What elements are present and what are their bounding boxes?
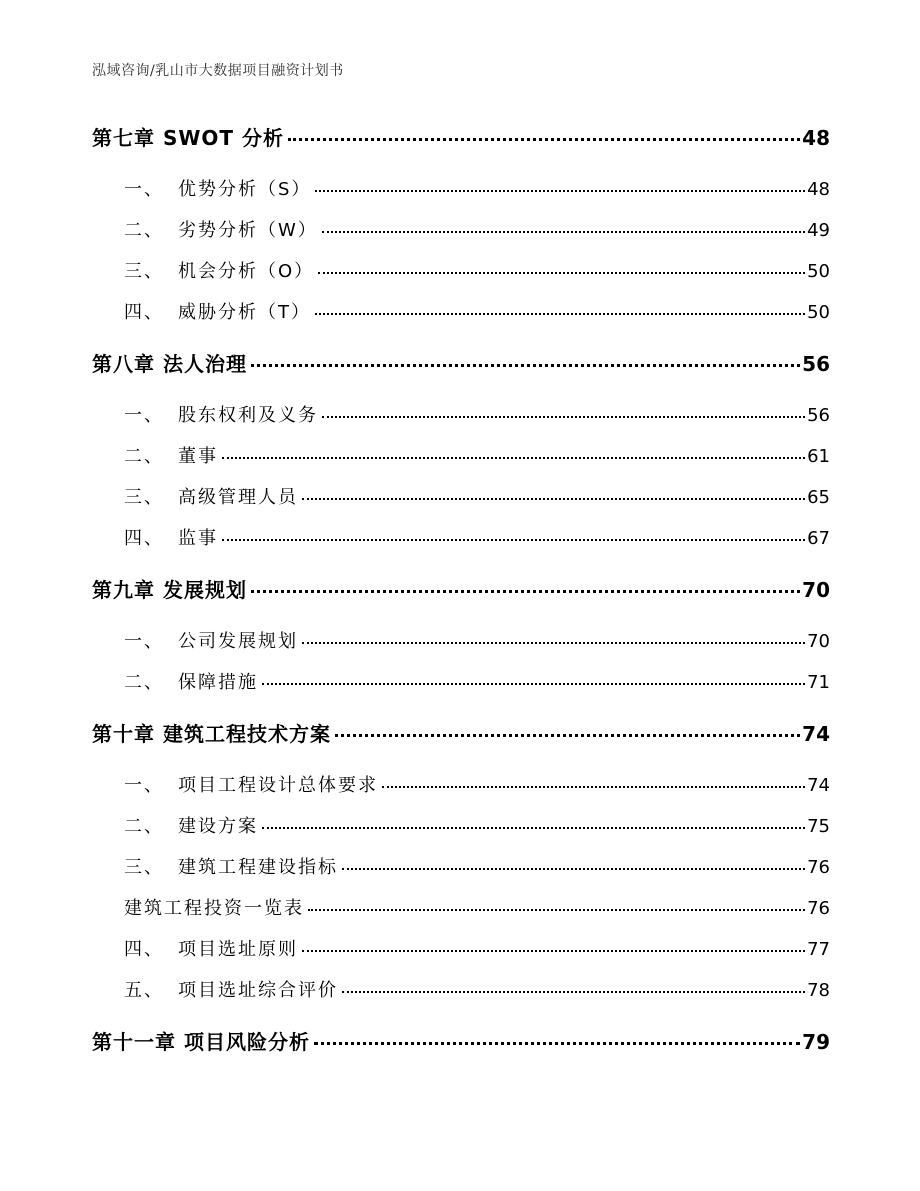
dot-leader <box>222 526 805 544</box>
toc-chapter-title: 第十章 建筑工程技术方案 <box>92 722 331 746</box>
toc-section-number: 一、 <box>124 631 164 652</box>
dot-leader <box>222 444 805 462</box>
toc-chapter-10[interactable] <box>92 718 830 747</box>
dot-leader <box>314 1029 800 1049</box>
running-header: 泓域咨询/乳山市大数据项目融资计划书 <box>92 63 344 79</box>
toc-chapter-9[interactable] <box>92 574 830 603</box>
dot-leader <box>322 218 805 236</box>
toc-section[interactable] <box>92 216 830 242</box>
toc-section[interactable] <box>92 668 830 694</box>
toc-page-number: 75 <box>807 816 830 837</box>
toc-page-number: 67 <box>807 528 830 549</box>
toc-section-number: 三、 <box>124 487 164 508</box>
toc-chapter-title: 第七章 SWOT 分析 <box>92 126 285 150</box>
toc-page-number: 70 <box>807 631 830 652</box>
toc-section-number: 三、 <box>124 857 164 878</box>
toc-section[interactable] <box>92 175 830 201</box>
toc-page-number: 50 <box>807 261 830 282</box>
toc-section-title: 公司发展规划 <box>178 631 298 652</box>
dot-leader <box>302 937 805 955</box>
dot-leader <box>342 978 805 996</box>
toc-section-title: 威胁分析（T） <box>178 302 311 323</box>
toc-section[interactable] <box>92 524 830 550</box>
toc-page-number: 79 <box>802 1030 830 1054</box>
toc-section-title: 监事 <box>178 528 218 549</box>
dot-leader <box>322 403 805 421</box>
toc-page-number: 74 <box>802 722 830 746</box>
toc-section[interactable] <box>92 627 830 653</box>
toc-page-number: 48 <box>802 126 830 150</box>
header-rule <box>92 86 828 87</box>
toc-page-number: 71 <box>807 672 830 693</box>
toc-page-number: 56 <box>802 352 830 376</box>
toc-section-number: 一、 <box>124 179 164 200</box>
dot-leader <box>288 125 800 145</box>
toc-section-title: 机会分析（O） <box>178 261 315 282</box>
dot-leader <box>318 259 805 277</box>
toc-page-number: 70 <box>802 578 830 602</box>
toc-page-number: 48 <box>807 179 830 200</box>
toc-section-number: 二、 <box>124 220 164 241</box>
toc-section-title: 股东权利及义务 <box>178 405 318 426</box>
toc-section-title: 项目选址原则 <box>178 939 298 960</box>
toc-page-number: 76 <box>807 898 830 919</box>
dot-leader <box>342 855 805 873</box>
toc-section[interactable] <box>92 401 830 427</box>
dot-leader <box>251 351 800 371</box>
toc-section[interactable] <box>92 483 830 509</box>
toc-section-title: 项目选址综合评价 <box>178 980 338 1001</box>
toc-section-title: 建设方案 <box>178 816 258 837</box>
dot-leader <box>382 773 805 791</box>
toc-section[interactable] <box>92 257 830 283</box>
dot-leader <box>262 670 805 688</box>
toc-section-title: 高级管理人员 <box>178 487 298 508</box>
dot-leader <box>302 485 805 503</box>
toc-section-title: 项目工程设计总体要求 <box>178 775 378 796</box>
toc-page-number: 76 <box>807 857 830 878</box>
dot-leader <box>262 814 805 832</box>
dot-leader <box>315 177 805 195</box>
toc-section-title: 董事 <box>178 446 218 467</box>
toc-section[interactable] <box>92 935 830 961</box>
toc-chapter-title: 第九章 发展规划 <box>92 578 247 602</box>
toc-page-number: 56 <box>807 405 830 426</box>
dot-leader <box>251 577 800 597</box>
toc-table-entry[interactable] <box>92 894 830 920</box>
toc-section-title: 建筑工程建设指标 <box>178 857 338 878</box>
toc-chapter-8[interactable] <box>92 348 830 377</box>
dot-leader <box>315 300 805 318</box>
toc-page-number: 61 <box>807 446 830 467</box>
toc-section-number: 二、 <box>124 672 164 693</box>
toc-section-number: 一、 <box>124 405 164 426</box>
dot-leader <box>308 896 805 914</box>
toc-page-number: 78 <box>807 980 830 1001</box>
toc-chapter-title: 第八章 法人治理 <box>92 352 247 376</box>
toc-section[interactable] <box>92 771 830 797</box>
toc-chapter-title: 第十一章 项目风险分析 <box>92 1030 310 1054</box>
toc-section-title: 优势分析（S） <box>178 179 312 200</box>
toc-section-number: 二、 <box>124 446 164 467</box>
toc-page-number: 74 <box>807 775 830 796</box>
toc-section[interactable] <box>92 298 830 324</box>
toc-section[interactable] <box>92 442 830 468</box>
toc-section[interactable] <box>92 976 830 1002</box>
toc-page-number: 77 <box>807 939 830 960</box>
toc-section-number: 三、 <box>124 261 164 282</box>
toc-chapter-7[interactable] <box>92 122 830 151</box>
toc-section-number: 四、 <box>124 302 164 323</box>
toc-page-number: 50 <box>807 302 830 323</box>
dot-leader <box>302 629 805 647</box>
toc-page-number: 65 <box>807 487 830 508</box>
toc-section-title: 劣势分析（W） <box>178 220 318 241</box>
toc-page-number: 49 <box>807 220 830 241</box>
dot-leader <box>335 721 800 741</box>
toc-section-number: 五、 <box>124 980 164 1001</box>
toc-section-number: 二、 <box>124 816 164 837</box>
toc-section[interactable] <box>92 812 830 838</box>
toc-section-number: 四、 <box>124 528 164 549</box>
toc-section-number: 一、 <box>124 775 164 796</box>
toc-section-number: 四、 <box>124 939 164 960</box>
toc-section[interactable] <box>92 853 830 879</box>
toc-section-title: 保障措施 <box>178 672 258 693</box>
toc-table-title: 建筑工程投资一览表 <box>124 898 304 919</box>
toc-chapter-11[interactable] <box>92 1026 830 1055</box>
